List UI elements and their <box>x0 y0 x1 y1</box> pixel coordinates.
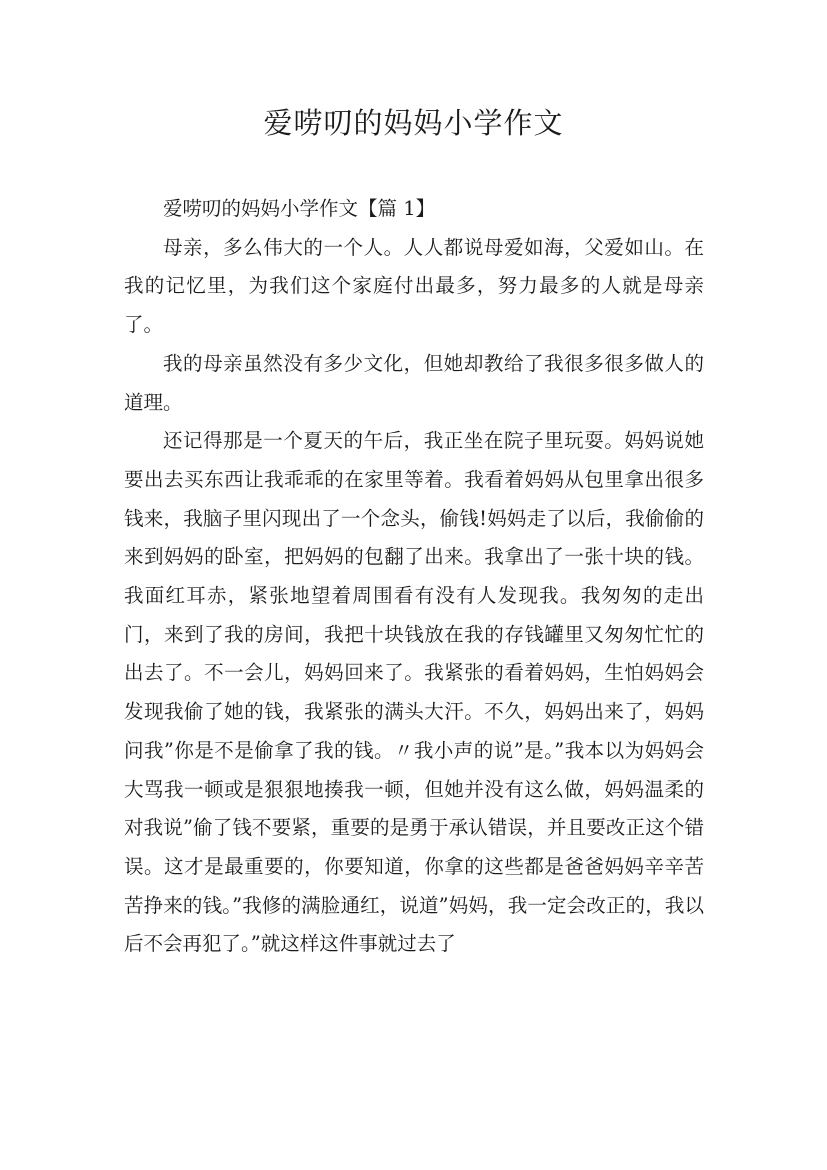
section-heading: 爱唠叨的妈妈小学作文【篇 1】 <box>163 197 436 220</box>
paragraph: 还记得那是一个夏天的午后，我正坐在院子里玩耍。妈妈说她要出去买东西让我乖乖的在家里等着。我看着妈妈从包里拿出很多钱来，我脑子里闪现出了一个念头，偷钱!妈妈走了以后，我偷偷的来到妈妈的卧室，把妈妈的包翻了出来。我拿出了一张十块的钱。我面红耳赤，紧张地望着周围看有没有人发现我。我匆匆的走出门，来到了我的房间，我把十块钱放在我的存钱罐里又匆匆忙忙的出去了。不一会儿，妈妈回来了。我紧张的看着妈妈，生怕妈妈会发现我偷了她的钱，我紧张的满头大汗。不久，妈妈出来了，妈妈问我”你是不是偷拿了我的钱。〃我小声的说”是。”我本以为妈妈会大骂我一顿或是狠狠地揍我一顿，但她并没有这么做，妈妈温柔的对我说”偷了钱不要紧，重要的是勇于承认错误，并且要改正这个错误。这才是最重要的，你要知道，你拿的这些都是爸爸妈妈辛辛苦苦挣来的钱。”我修的满脸通红，说道”妈妈，我一定会改正的，我以后不会再犯了。”就这样这件事就过去了 <box>124 429 704 956</box>
paragraph: 母亲，多么伟大的一个人。人人都说母爱如海，父爱如山。在我的记忆里，为我们这个家庭付出最多，努力最多的人就是母亲了。 <box>124 235 704 337</box>
paragraph: 我的母亲虽然没有多少文化，但她却教给了我很多很多做人的道理。 <box>124 351 704 414</box>
document-title: 爱唠叨的妈妈小学作文 <box>263 106 564 140</box>
document-body <box>124 190 704 964</box>
